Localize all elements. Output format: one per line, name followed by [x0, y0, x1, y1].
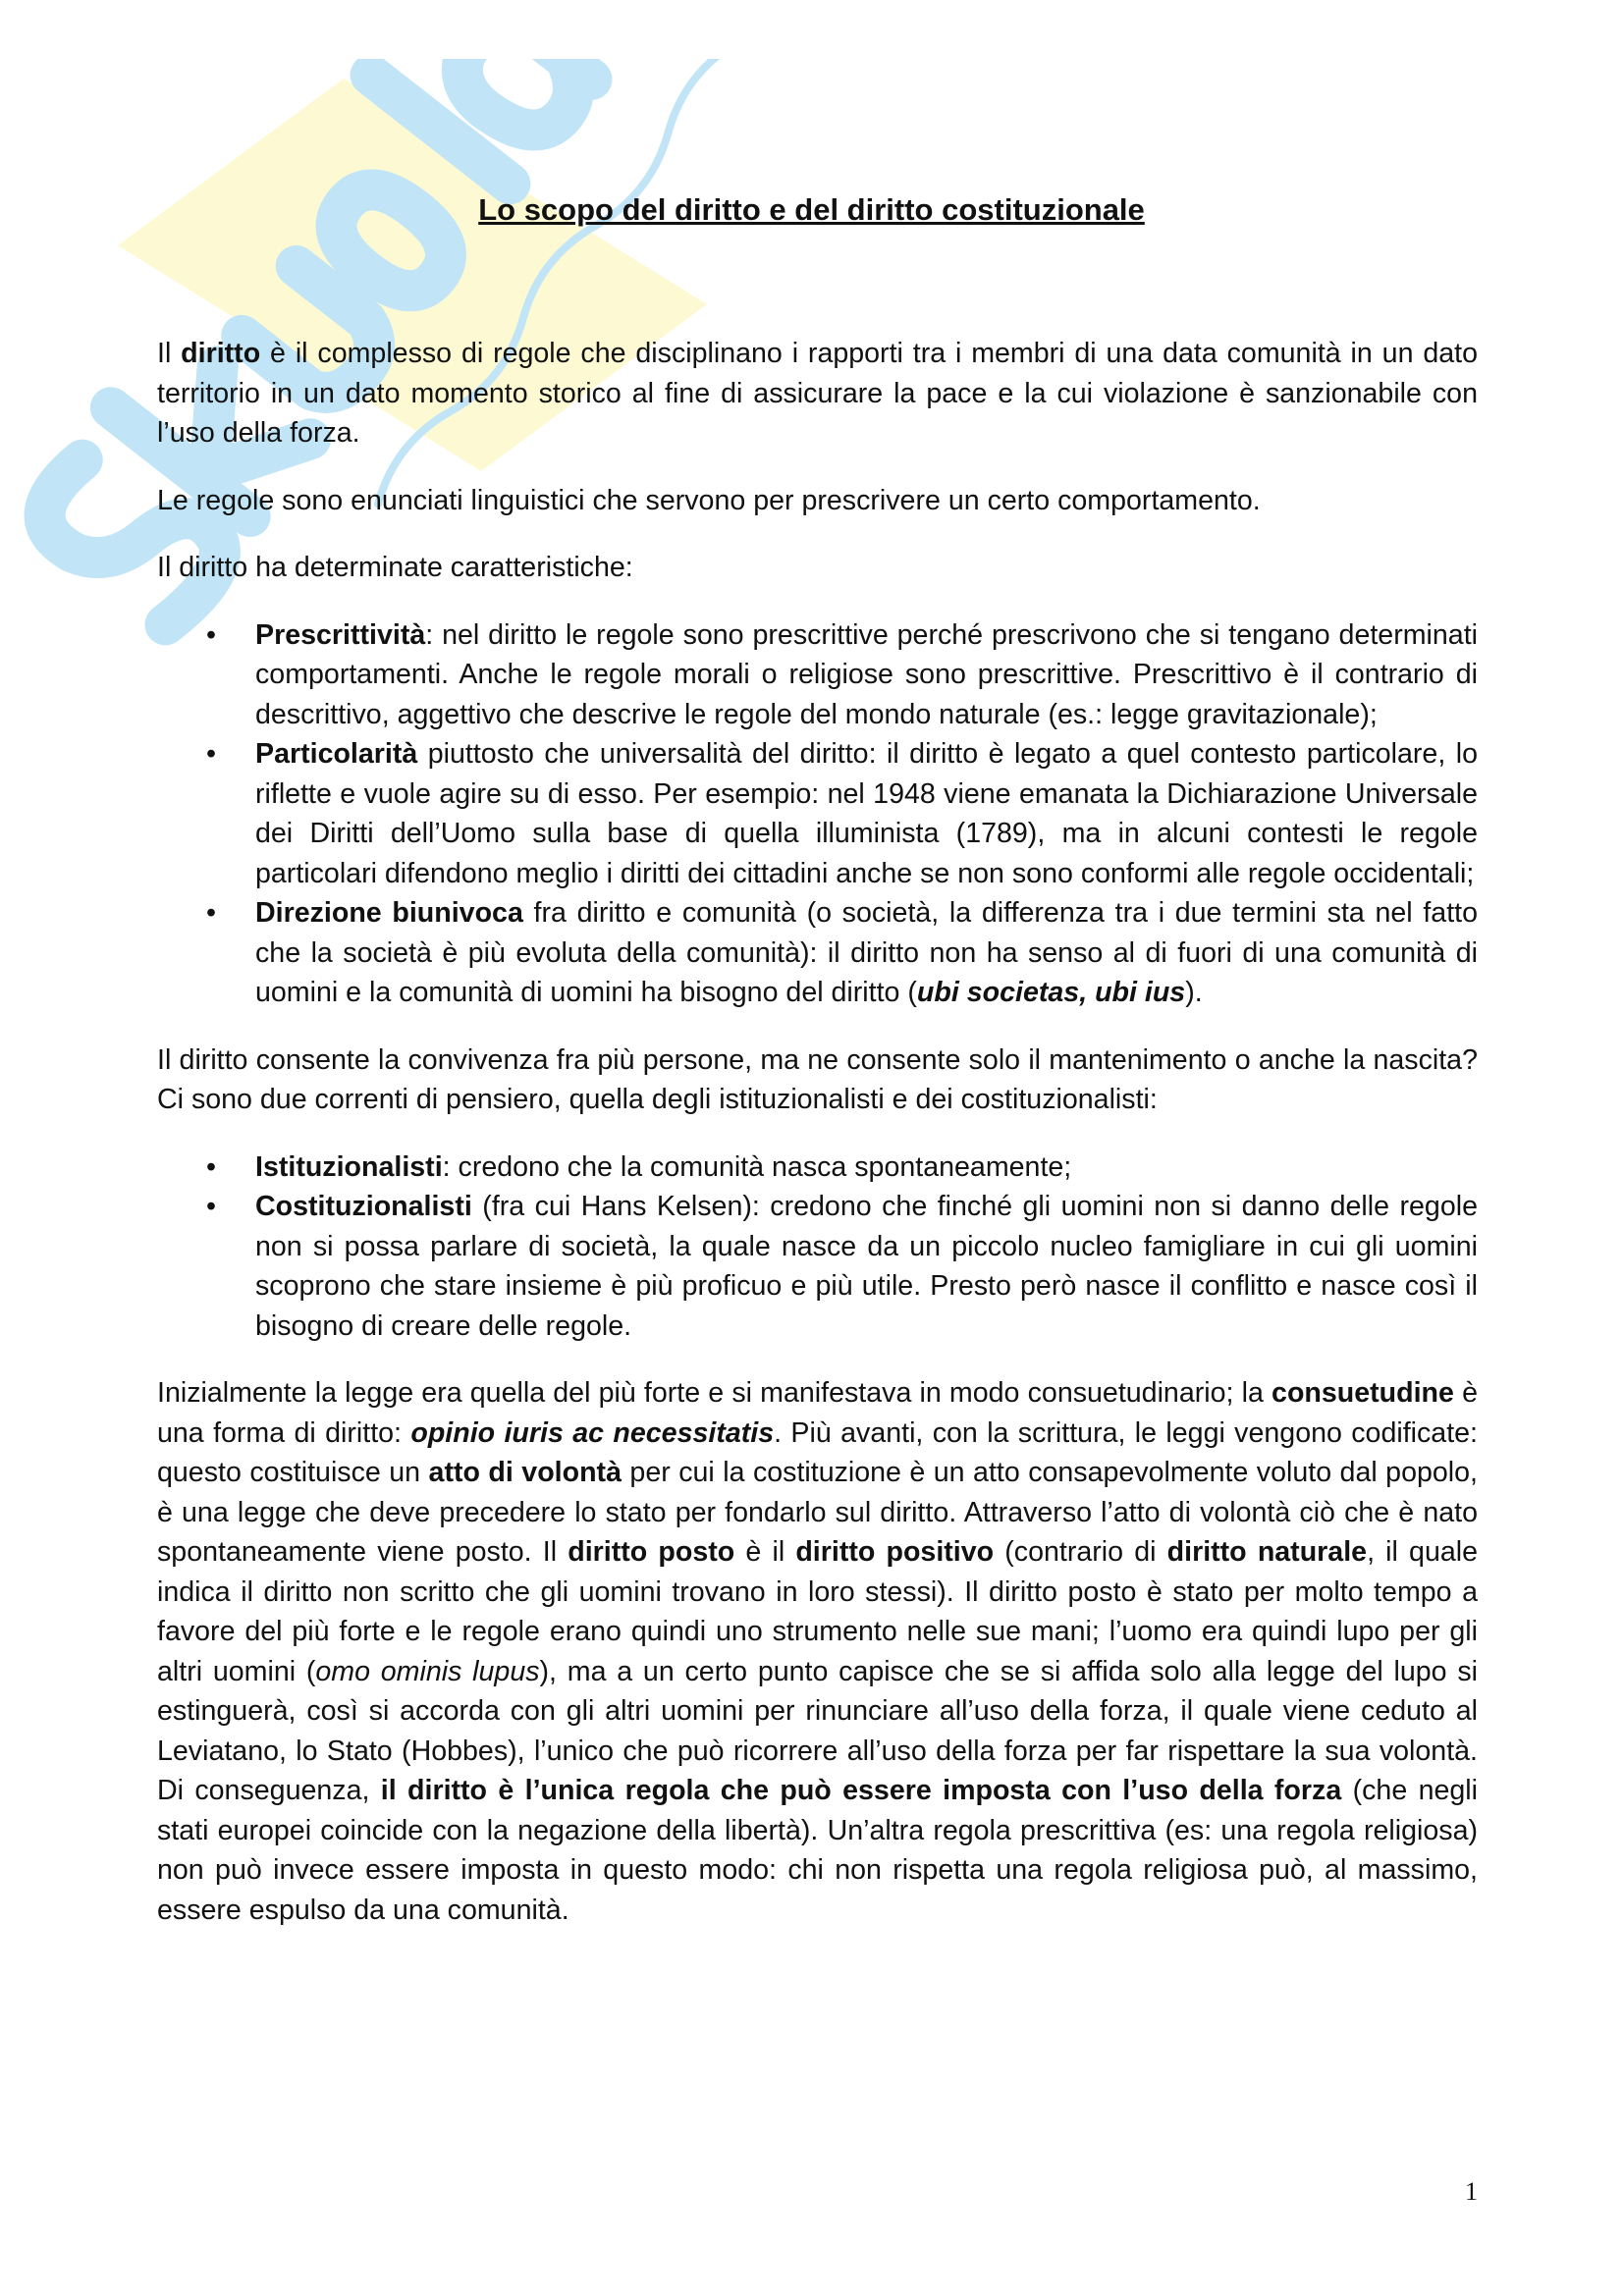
page-title: Lo scopo del diritto e del diritto costituzionale — [478, 192, 1145, 227]
characteristics-list — [157, 615, 1478, 1013]
paragraph-rules: Le regole sono enunciati linguistici che servono per prescrivere un certo comportamento. — [157, 484, 1261, 516]
paragraph-characteristics-intro: Il diritto ha determinate caratteristiche: — [157, 552, 633, 583]
text: fra diritto e comunità (o società, la differenza tra i due termini sta nel fatto che la società è più evoluta della comunità): il diritto non ha senso al di fuori di una comunità di uomini e la comunità di uomini ha bisogno del diritto ( — [255, 897, 1478, 1008]
paragraph-definition — [157, 334, 1478, 454]
emphasis-text: diritto naturale — [1166, 1536, 1368, 1568]
emphasis-text: opinio iuris ac necessitatis — [410, 1416, 775, 1449]
emphasis-text: il diritto è l’unica regola che può essere imposta con l’uso della forza — [380, 1775, 1342, 1806]
emphasis-text: atto di volontà — [428, 1457, 622, 1488]
bold-term: Prescrittività — [255, 618, 426, 651]
document-body — [157, 334, 1478, 1957]
latin-phrase: ubi societas, ubi ius — [916, 977, 1186, 1008]
paragraph-history — [157, 1373, 1478, 1930]
text: , il quale indica il diritto non scritto che gli uomini trovano in loro stessi). Il diritto posto è stato per molto tempo a favore del più forte e le regole erano quindi uno strumento nelle sue mani; l’uomo era quindi lupo per gli altri uomini ( — [157, 1536, 1479, 1687]
text: : credono che la comunità nasca spontaneamente; — [442, 1150, 1072, 1183]
bold-term: Direzione biunivoca — [255, 897, 523, 929]
bold-term: diritto — [181, 338, 261, 369]
text: Inizialmente la legge era quella del più forte e si manifestava in modo consuetudinario; la — [157, 1377, 1272, 1409]
currents-list — [157, 1148, 1478, 1347]
emphasis-text: omo ominis lupus — [315, 1655, 540, 1687]
page-number: 1 — [1465, 2177, 1478, 2206]
text: Il — [157, 338, 182, 369]
list-item — [255, 615, 1478, 735]
list-item — [255, 893, 1478, 1013]
text: (che negli stati europei coincide con la negazione della libertà). Un’altra regola prescrittiva (es: una regola religiosa) non può invece essere imposta in questo modo: chi non rispetta una regola religiosa può, al massimo, essere espulso da una comunità. — [157, 1775, 1478, 1926]
text: (contrario di — [994, 1536, 1167, 1568]
list-item — [255, 1148, 1478, 1188]
list-item — [255, 734, 1478, 893]
text: . Più avanti, con la scrittura, le leggi vengono codificate: questo costituisce un — [157, 1416, 1478, 1488]
text: : nel diritto le regole sono prescrittive perché prescrivono che si tengano determinati comportamenti. Anche le regole morali o religiose sono prescrittive. Prescrittivo è il contrario di descrittivo, aggettivo che descrive le regole del mondo naturale (es.: legge gravitazionale); — [255, 618, 1478, 730]
emphasis-text: consuetudine — [1271, 1377, 1454, 1409]
text: (fra cui Hans Kelsen): credono che finché gli uomini non si danno delle regole non si possa parlare di società, la quale nasce da un piccolo nucleo famigliare in cui gli uomini scoprono che stare insieme è più proficuo e più utile. Presto però nasce il conflitto e nasce così il bisogno di creare delle regole. — [255, 1191, 1478, 1342]
emphasis-text: diritto positivo — [795, 1536, 995, 1568]
text: piuttosto che universalità del diritto: il diritto è legato a quel contesto particolare, lo riflette e vuole agire su di esso. Per esempio: nel 1948 viene emanata la Dichiarazione Universale dei Diritti dell’Uomo sulla base di quella illuminista (1789), ma in alcuni contesti le regole particolari difendono meglio i diritti dei cittadini anche se non sono conformi alle regole occidentali; — [255, 738, 1478, 889]
text: è il complesso di regole che disciplinano i rapporti tra i membri di una data comunità in un dato territorio in un dato momento storico al fine di assicurare la pace e la cui violazione è sanzionabile con l’uso della forza. — [157, 338, 1478, 449]
text: è una forma di diritto: — [157, 1377, 1478, 1449]
bold-term: Costituzionalisti — [255, 1191, 472, 1222]
bold-term: Istituzionalisti — [255, 1150, 443, 1183]
text: ). — [1185, 977, 1203, 1008]
list-item — [255, 1187, 1478, 1346]
text: ), ma a un certo punto capisce che se si affida solo alla legge del lupo si estinguerà, così si accorda con gli altri uomini per rinunciare all’uso della forza, il quale viene ceduto al Leviatano, lo Stato (Hobbes), l’unico che può ricorrere all’uso della forza per far rispettare la sua volontà. Di conseguenza, — [157, 1655, 1478, 1806]
text: per cui la costituzione è un atto consapevolmente voluto dal popolo, è una legge che deve precedere lo stato per fondarlo sul diritto. Attraverso l’atto di volontà ciò che è nato spontaneamente viene posto. Il — [157, 1457, 1478, 1568]
paragraph-currents: Il diritto consente la convivenza fra più persone, ma ne consente solo il mantenimento o anche la nascita? Ci sono due correnti di pensiero, quella degli istituzionalisti e dei costituzionalisti: — [157, 1043, 1478, 1115]
bold-term: Particolarità — [255, 738, 418, 770]
text: è il — [734, 1536, 796, 1568]
emphasis-text: diritto posto — [568, 1536, 735, 1568]
